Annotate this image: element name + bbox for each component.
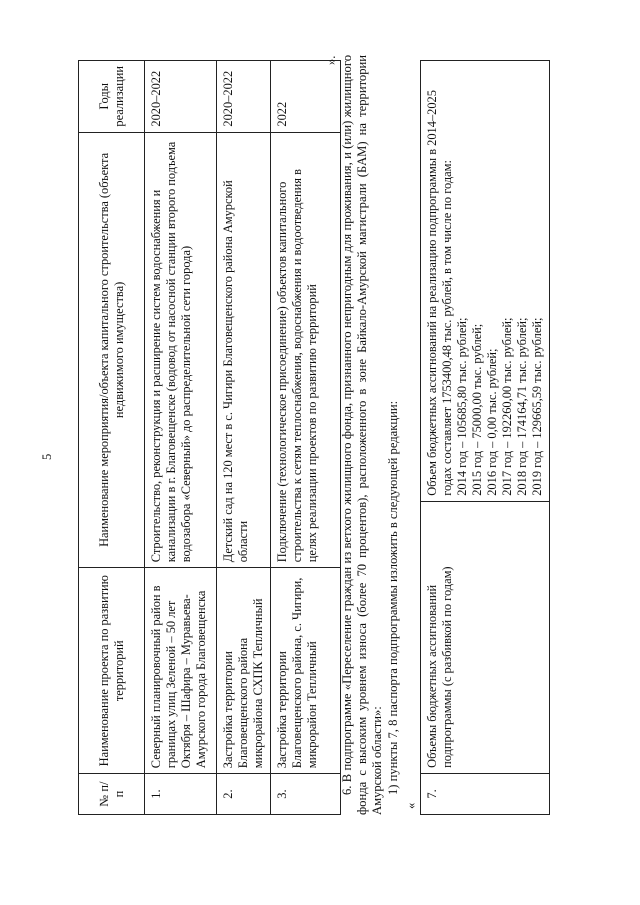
row-num: 2. — [217, 774, 271, 815]
row-label: Объемы бюджетных ассигнований подпрограммы (с разбивкой по годам) — [421, 501, 550, 773]
header-num: № п/п — [79, 774, 145, 815]
table-row — [271, 61, 341, 815]
header-years: Годы реализации — [79, 61, 145, 133]
budget-line: 2014 год – 105685,80 тыс. рублей; — [455, 317, 469, 496]
page-number: 5 — [40, 453, 54, 460]
paragraph-items: 1) пункты 7, 8 паспорта подпрограммы изложить в следующей редакции: — [386, 400, 400, 795]
paragraph-6: 6. В подпрограмме «Переселение граждан из ветхого жилищного фонда, признанного непригодным для проживания, и (или) жилищного фонда с высоким уровнем износа (более 70 процентов), расположенного в зоне Байкало-Амурской магистрали (БАМ) на территории Амурской области»: — [340, 55, 384, 815]
row-years: 2020–2022 — [217, 61, 271, 133]
budget-line: 2019 год – 129665,59 тыс. рублей; — [530, 317, 544, 496]
header-project: Наименование проекта по развитию территорий — [79, 568, 145, 774]
row-event: Детский сад на 120 мест в с. Чигири Благовещенского района Амурской области — [217, 132, 271, 568]
row-project: Северный планировочный район в границах улиц Зеленой – 50 лет Октября – Шафира – Муравьева-Амурского города Благовещенска — [145, 568, 217, 774]
passport-table — [420, 60, 550, 815]
row-num: 7. — [421, 773, 550, 814]
budget-line: 2017 год – 192260,00 тыс. рублей; — [500, 317, 514, 496]
closing-quote: ». — [324, 55, 338, 65]
row-project: Застройка территории Благовещенского района микрорайона СХПК Тепличный — [217, 568, 271, 774]
table-header-row — [79, 61, 145, 815]
row-num: 3. — [271, 774, 341, 815]
row-num: 1. — [145, 774, 217, 815]
row-event: Подключение (технологическое присоединение) объектов капитального строительства к сетям теплоснабжения, водоснабжения и водоотведения в целях реализации проектов по развитию территорий — [271, 132, 341, 568]
row-years: 2022 — [271, 61, 341, 133]
budget-intro: Объем бюджетных ассигнований на реализацию подпрограммы в 2014–2025 годах составляет 1753400,48 тыс. рублей, в том числе по годам: — [425, 90, 454, 496]
table-row — [217, 61, 271, 815]
table-row — [145, 61, 217, 815]
projects-table — [78, 60, 341, 815]
opening-quote: « — [404, 802, 418, 809]
row-event: Строительство, реконструкция и расширение систем водоснабжения и канализации в г. Благовещенске (водовод от насосной станции второго подъема водозабора «Северный» до распределительной сети города) — [145, 132, 217, 568]
budget-line: 2015 год – 75000,00 тыс. рублей; — [470, 323, 484, 496]
budget-line: 2016 год – 0,00 тыс. рублей; — [485, 348, 499, 496]
table-row — [421, 61, 550, 815]
row-project: Застройка территории Благовещенского района, с. Чигири, микрорайон Тепличный — [271, 568, 341, 774]
header-event: Наименование мероприятия/объекта капитального строительства (объекта недвижимого имущества) — [79, 132, 145, 568]
row-years: 2020–2022 — [145, 61, 217, 133]
row-budget — [421, 61, 550, 502]
budget-line: 2018 год – 174164,71 тыс. рублей; — [515, 317, 529, 496]
